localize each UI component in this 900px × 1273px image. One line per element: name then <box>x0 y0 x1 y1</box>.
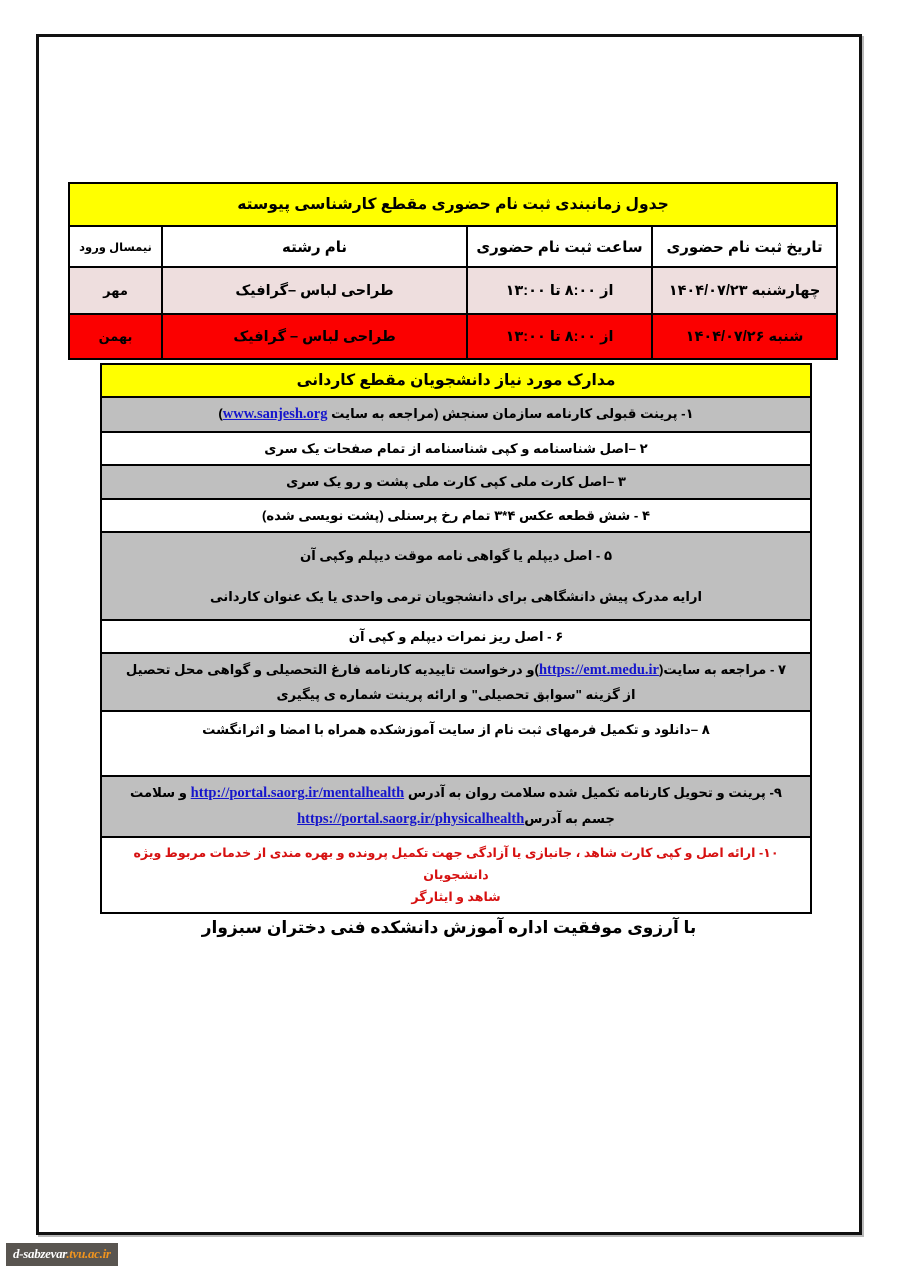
document-item-3: ۳ –اصل کارت ملی کپی کارت ملی پشت و رو یک سری <box>101 465 811 498</box>
list-item <box>101 499 811 532</box>
list-item <box>101 776 811 837</box>
cell-field-mehr: طراحی لباس –گرافیک <box>162 267 467 314</box>
schedule-header-row <box>69 226 837 267</box>
documents-title-row <box>101 364 811 397</box>
document-item-7-text-a: ۷ - مراجعه به سایت( <box>658 661 787 677</box>
cell-field-bahman: طراحی لباس – گرافیک <box>162 314 467 359</box>
document-item-9-line-2 <box>112 807 800 832</box>
cell-date-mehr: چهارشنبه ۱۴۰۴/۰۷/۲۳ <box>652 267 837 314</box>
document-item-7-line-2: از گزینه "سوابق تحصیلی" و ارائه پرینت شماره ی پیگیری <box>276 687 636 703</box>
document-item-9-line-1 <box>112 781 800 806</box>
document-item-9-text-b: و سلامت <box>130 785 187 801</box>
column-header-field: نام رشته <box>162 226 467 267</box>
cell-semester-mehr: مهر <box>69 267 162 314</box>
document-item-9 <box>101 776 811 837</box>
document-item-5-line-1: ۵ - اصل دیپلم یا گواهی نامه موقت دیپلم وکپی آن <box>299 547 613 563</box>
list-item <box>101 653 811 711</box>
document-item-8: ۸ –دانلود و تکمیل فرمهای ثبت نام از سایت آموزشکده همراه با امضا و اثرانگشت <box>101 711 811 776</box>
document-item-1-text: ۱- پرینت قبولی کارنامه سازمان سنجش (مراجعه به سایت <box>331 406 694 421</box>
table-row <box>69 267 837 314</box>
list-item <box>101 837 811 913</box>
list-item <box>101 620 811 653</box>
required-documents-table <box>100 363 812 914</box>
document-item-6: ۶ - اصل ریز نمرات دیپلم و کپی آن <box>101 620 811 653</box>
document-item-10-emphasis-1: ویژه دانشجویان <box>133 845 489 882</box>
cell-semester-bahman: بهمن <box>69 314 162 359</box>
cell-date-bahman: شنبه ۱۴۰۴/۰۷/۲۶ <box>652 314 837 359</box>
document-item-1-suffix: ) <box>218 406 223 421</box>
document-item-1 <box>101 397 811 432</box>
document-item-10-text: ۱۰- ارائه اصل و کپی کارت شاهد ، جانبازی یا آزادگی جهت تکمیل پرونده و بهره مندی از خدمات مربوط <box>164 845 779 860</box>
column-header-date: تاریخ ثبت نام حضوری <box>652 226 837 267</box>
table-row <box>69 314 837 359</box>
list-item <box>101 465 811 498</box>
site-watermark <box>6 1243 118 1266</box>
emt-medu-link[interactable]: https://emt.medu.ir <box>538 661 659 678</box>
list-item <box>101 432 811 465</box>
cell-time-mehr: از ۸:۰۰ تا ۱۳:۰۰ <box>467 267 652 314</box>
document-item-9-text-c: جسم به آدرس <box>524 810 615 826</box>
document-item-5-line-2: ارایه مدرک پیش دانشگاهی برای دانشجویان ترمی واحدی یا یک عنوان کاردانی <box>209 588 703 604</box>
column-header-time: ساعت ثبت نام حضوری <box>467 226 652 267</box>
schedule-title-row <box>69 183 837 226</box>
sanjesh-link[interactable]: www.sanjesh.org <box>222 406 328 422</box>
document-item-7 <box>101 653 811 711</box>
watermark-domain: .tvu.ac.ir <box>66 1246 111 1261</box>
watermark-name: d-sabzevar <box>13 1246 67 1261</box>
cell-time-bahman: از ۸:۰۰ تا ۱۳:۰۰ <box>467 314 652 359</box>
document-item-2: ۲ –اصل شناسنامه و کپی شناسنامه از تمام صفحات یک سری <box>101 432 811 465</box>
page-content-area <box>39 37 859 1232</box>
physicalhealth-link[interactable]: https://portal.saorg.ir/physicalhealth <box>297 810 525 827</box>
schedule-table <box>68 182 838 360</box>
column-header-semester: نیمسال ورود <box>69 226 162 267</box>
document-item-10 <box>101 837 811 913</box>
document-item-7-text-b: )و درخواست تاییدیه کارنامه فارغ التحصیلی و گواهی محل تحصیل <box>125 661 539 677</box>
closing-message: با آرزوی موفقیت اداره آموزش دانشکده فنی دختران سبزوار <box>201 918 697 937</box>
document-item-9-text-a: ۹- پرینت و تحویل کارنامه تکمیل شده سلامت روان به آدرس <box>407 785 782 801</box>
document-item-10-line-1 <box>112 842 800 886</box>
document-item-10-emphasis-2: شاهد و ایثارگر <box>411 890 501 905</box>
document-item-7-line-1 <box>112 658 800 683</box>
list-item <box>101 397 811 432</box>
document-page <box>36 34 862 1235</box>
document-item-5 <box>101 532 811 620</box>
list-item <box>101 711 811 776</box>
list-item <box>101 532 811 620</box>
document-item-4: ۴ - شش قطعه عکس ۴*۳ تمام رخ پرسنلی (پشت نویسی شده) <box>101 499 811 532</box>
documents-title: مدارک مورد نیاز دانشجویان مقطع کاردانی <box>101 364 811 397</box>
mentalhealth-link[interactable]: http://portal.saorg.ir/mentalhealth <box>190 785 405 802</box>
schedule-title: جدول زمانبندی ثبت نام حضوری مقطع کارشناسی پیوسته <box>69 183 837 226</box>
